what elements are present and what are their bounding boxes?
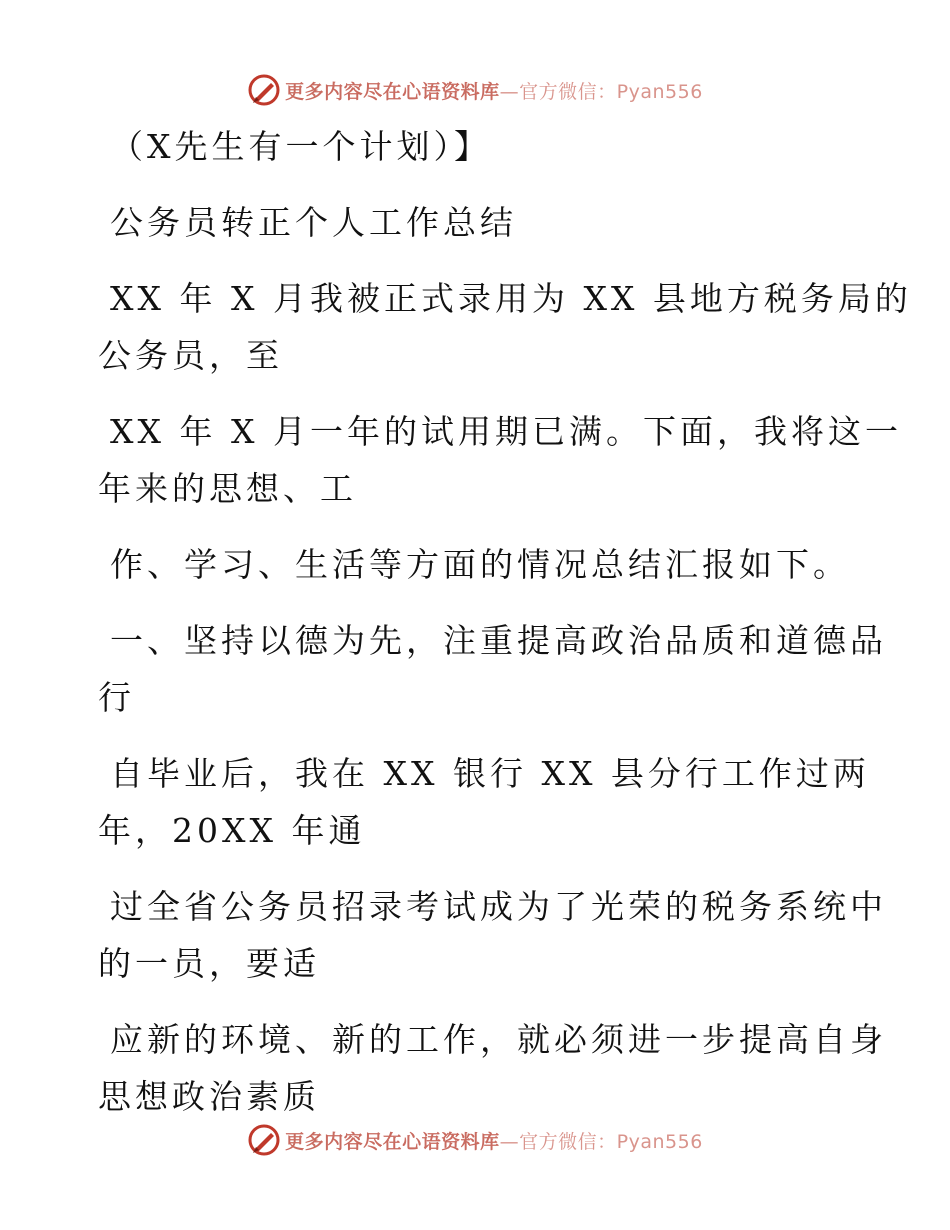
text-line: 行 [98,678,135,717]
line-gap [98,384,838,403]
text-line: 年来的思想、工 [98,469,357,508]
banner-text [285,77,703,104]
line-gap [98,175,838,194]
header-watermark-banner [0,70,950,110]
banner-text [285,1127,703,1154]
text-line: 公务员转正个人工作总结 [110,203,517,242]
text-line: 思想政治素质 [98,1077,320,1116]
banner-text-main: 更多内容尽在心语资料库 [285,80,500,103]
line-gap [98,992,838,1011]
text-line: （X先生有一个计划）】 [110,127,491,166]
line-gap [98,251,838,270]
text-line: 的一员，要适 [98,944,320,983]
text-line: 自毕业后，我在 XX 银行 XX 县分行工作过两 [110,754,870,793]
feather-pen-logo-icon [247,1123,281,1157]
line-gap [98,593,838,612]
banner-text-rest: —官方微信：Pyan556 [499,1130,703,1153]
text-line: 作、学习、生活等方面的情况总结汇报如下。 [110,545,850,584]
text-line: 公务员，至 [98,336,283,375]
line-gap [98,859,838,878]
feather-pen-logo-icon [247,73,281,107]
banner-text-main: 更多内容尽在心语资料库 [285,1130,500,1153]
line-gap [98,517,838,536]
document-body [98,118,912,1125]
text-line: XX 年 X 月一年的试用期已满。下面，我将这一 [110,412,902,451]
banner-text-rest: —官方微信：Pyan556 [499,80,703,103]
text-line: 年，20XX 年通 [98,811,366,850]
text-line: 过全省公务员招录考试成为了光荣的税务系统中 [110,887,887,926]
text-line: 应新的环境、新的工作，就必须进一步提高自身 [110,1020,887,1059]
footer-watermark-banner [0,1120,950,1160]
line-gap [98,726,838,745]
text-line: XX 年 X 月我被正式录用为 XX 县地方税务局的 [110,279,912,318]
text-line: 一、坚持以德为先，注重提高政治品质和道德品 [110,621,887,660]
